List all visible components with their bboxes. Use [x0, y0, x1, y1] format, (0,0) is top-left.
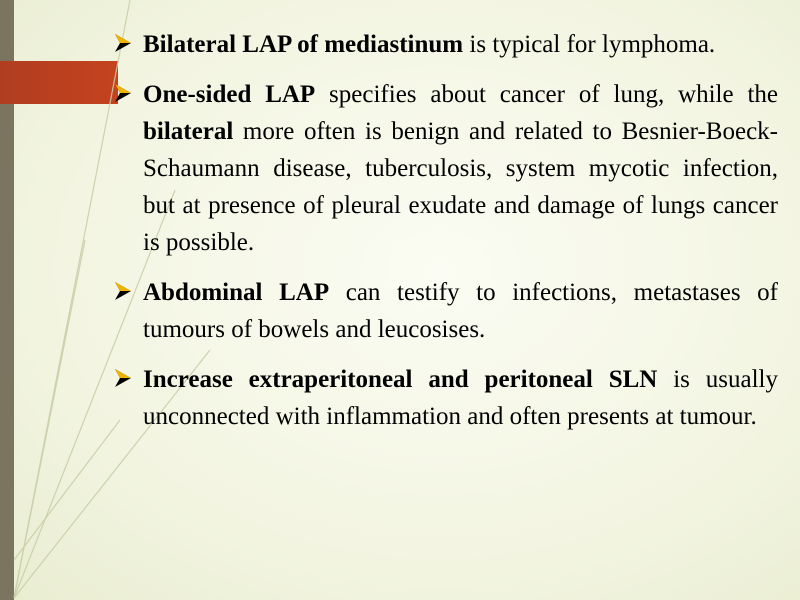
- bullet-bold-text: Increase extraperitoneal and peritoneal SLN: [143, 366, 658, 393]
- red-accent-tab: [0, 61, 118, 104]
- bullet-text: can testify to infections, metastases of tumours of bowels and leucosises.: [143, 279, 779, 343]
- bullet-item: [114, 274, 778, 348]
- bullet-bold-text: One-sided LAP: [143, 81, 316, 108]
- arrowhead-bullet-icon: [114, 368, 132, 388]
- bullet-bold-text: Abdominal LAP: [143, 279, 330, 306]
- bullet-text: specifies about cancer of lung, while the: [315, 81, 778, 108]
- bullet-item: [114, 361, 778, 435]
- bullet-item: [114, 76, 778, 261]
- arrowhead-bullet-icon: [114, 33, 132, 53]
- arrowhead-bullet-icon: [114, 83, 132, 103]
- slide-content: [114, 26, 778, 448]
- bullet-item: [114, 26, 778, 63]
- bullet-text: is typical for lymphoma.: [463, 31, 716, 58]
- bullet-text: is usually unconnected with inflammation and often presents at tumour.: [143, 366, 778, 430]
- arrowhead-bullet-icon: [114, 281, 132, 301]
- bullet-bold-text: bilateral: [143, 118, 234, 145]
- bullet-bold-text: Bilateral LAP of mediastinum: [143, 31, 464, 58]
- bullet-text: more often is benign and related to Besnier-Boeck-Schaumann disease, tuberculosis, system mycotic infection, but at presence of pleural exudate and damage of lungs cancer is possible.: [143, 118, 778, 256]
